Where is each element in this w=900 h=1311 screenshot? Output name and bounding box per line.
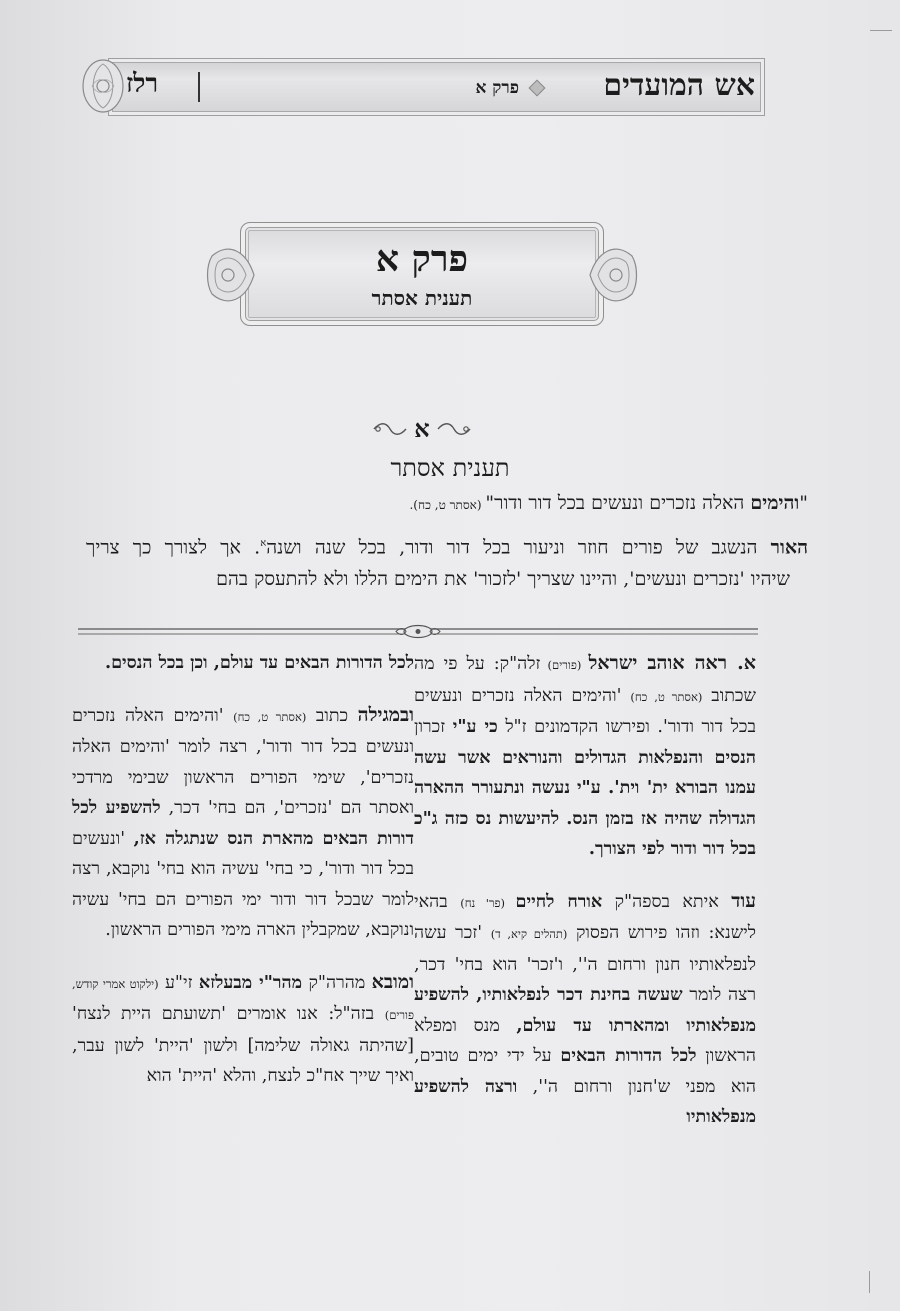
quote-source: (אסתר ט, כח). [409,498,486,512]
left-paragraph-1 [72,700,414,946]
right-p1-src2: (אסתר ט, כח) [630,689,703,704]
header-chapter-label: פרק א [475,78,519,98]
right-p1-t2: פי מה שכתוב [414,654,756,706]
left-p1-b1: להשפיע לכל דורות הבאים מהארת הנס שנתגלה אז, [72,797,414,849]
intro-line-2 [86,563,808,595]
section-divider [78,622,758,642]
flourish-left-icon [372,422,408,436]
right-p2-b1: אורח לחיים [515,890,603,912]
right-p1-b1: כי ע"י [452,716,498,737]
right-p2-src2: (תהלים קיא, ד) [490,927,568,941]
right-p1-b2: הנסים והנפלאות הגדולים והנוראים אשר עשה עמנו הבורא ית' וית'. ע"י [414,746,757,798]
chapter-title-box [206,222,638,326]
left-p2-t3: בזה"ל: אנו אומרים 'תשועתם היית לנצח' [שהיתה גאולה שלימה] ולשון 'היית' לשון עבר, ואיך שייך אח"כ לנצח, והלא 'היית' הוא [72,1004,414,1086]
quote-bold: והימים [750,492,800,514]
right-paragraph-2 [414,886,756,1133]
section-letter: א [414,414,430,443]
right-p2-b2: שעשה בחינת דכר לנפלאותיו, להשפיע מנפלאותיו ומהארתו עד עולם, [414,984,756,1036]
intro-line-1 [86,528,808,563]
chapter-title: פרק א [375,238,469,280]
flourish-right-icon [436,422,472,436]
right-p1-t3: 'והימים האלה נזכרים ונעשים בכל דור ודור'. ופירשו הקדמונים ז"ל [414,685,756,737]
quote-open: " [799,492,808,514]
intro-line1: הנשגב של פורים חוזר וניעור בכל דור ודור, בכל שנה ושנה [266,536,771,559]
quote-text: האלה נזכרים ונעשים בכל דור ודור" [485,492,751,514]
right-p2-t4: מנס ומפלא הראשון [414,1015,756,1066]
intro-paragraph [86,528,808,595]
intro-footnote: א [260,538,267,549]
right-p1-t5 [570,778,577,798]
left-column [72,648,414,1113]
left-paragraph-2 [72,967,414,1092]
header-separator [198,72,200,102]
right-p2-b3: לכל הדורות הבאים [560,1045,697,1066]
crop-mark-top [870,20,892,31]
right-p1-t4: זכרון [414,717,453,737]
right-column [414,648,756,1154]
left-p2-b1: מהר"י מבעלזא [198,971,303,993]
left-p0-b1: לכל הדורות הבאים עד עולם, וכן בכל הנסים. [104,652,414,673]
left-p2-src1: (ילקוט אמרי קודש, פורים) [72,976,414,1022]
section-marker [372,414,472,444]
running-header [80,54,765,118]
intro-bold: האור [770,536,808,559]
section-title: תענית אסתר [390,454,510,482]
opening-quote [88,492,808,515]
book-title: אש המועדים [603,68,755,103]
left-p1-t1: כתוב [306,705,358,726]
page-number: רלז [126,69,159,99]
right-p2-b4: ורצה להשפיע מנפלאותיו [414,1075,756,1127]
left-p2-t2: זי"ע [158,972,199,993]
chapter-subtitle: תענית אסתר [371,286,473,310]
left-p2-t1: מהרה"ק [302,972,372,993]
right-p2-src1: (פר' נח) [460,895,516,910]
left-p1-t3: 'ונעשים בכל דור ודור', כי בחי' עשיה הוא בחי' נוקבא, רצה לומר שבכל דור ודור ימי הפורים הם בחי' עשיה ונוקבא, שמקבלין הארה מימי הפורים הראשון. [72,828,414,940]
crop-mark-bottom [869,1271,892,1293]
left-p1-src1: (אסתר ט, כח) [233,709,307,724]
left-p1-t2: 'והימים האלה נזכרים ונעשים בכל דור ודור', רצה לומר 'והימים האלה נזכרים', שימי הפורים הראשון שבימי מרדכי ואסתר הם 'נזכרים', הם בחי' דכר, [72,705,414,818]
intro-line2: שיהיו 'נזכרים ונעשים', והיינו שצריך 'לזכור' את הימים הללו ולא להתעסק בהם [216,568,790,591]
right-p2-lead: עוד [731,889,757,912]
right-p2-t5: על ידי ימים טובים, הוא מפני ש'חנון ורחום ה'', [414,1046,756,1097]
right-p2-t3: 'זכר עשה לנפלאותיו חנון ורחום ה'', ו'זכר' הוא בחי' דכר, רצה לומר [414,923,756,1005]
right-p1-b3: נעשה ונתעורר ההארה הגדולה שהיה אז בזמן הנס. להיעשות נס כזה ג"כ בכל דור ודור לפי הצורך. [414,777,756,859]
right-p2-t2: בהאי לישנא: וזהו פירוש הפסוק [414,891,756,943]
left-p2-lead: ומובא [371,970,414,993]
right-paragraph-1 [414,648,756,865]
right-p1-src1: (פורים) [540,658,589,672]
right-p1-lead: א. ראה אוהב ישראל [588,652,756,674]
intro-line1-end: . אך לצורך כך צריך [86,536,261,559]
right-p2-t1: איתא בספה"ק [602,891,732,912]
left-p1-lead: ובמגילה [357,703,415,726]
right-p1-t1: זלה"ק: על [466,654,541,674]
ornament-icon [80,54,126,118]
left-paragraph-0 [72,648,414,679]
